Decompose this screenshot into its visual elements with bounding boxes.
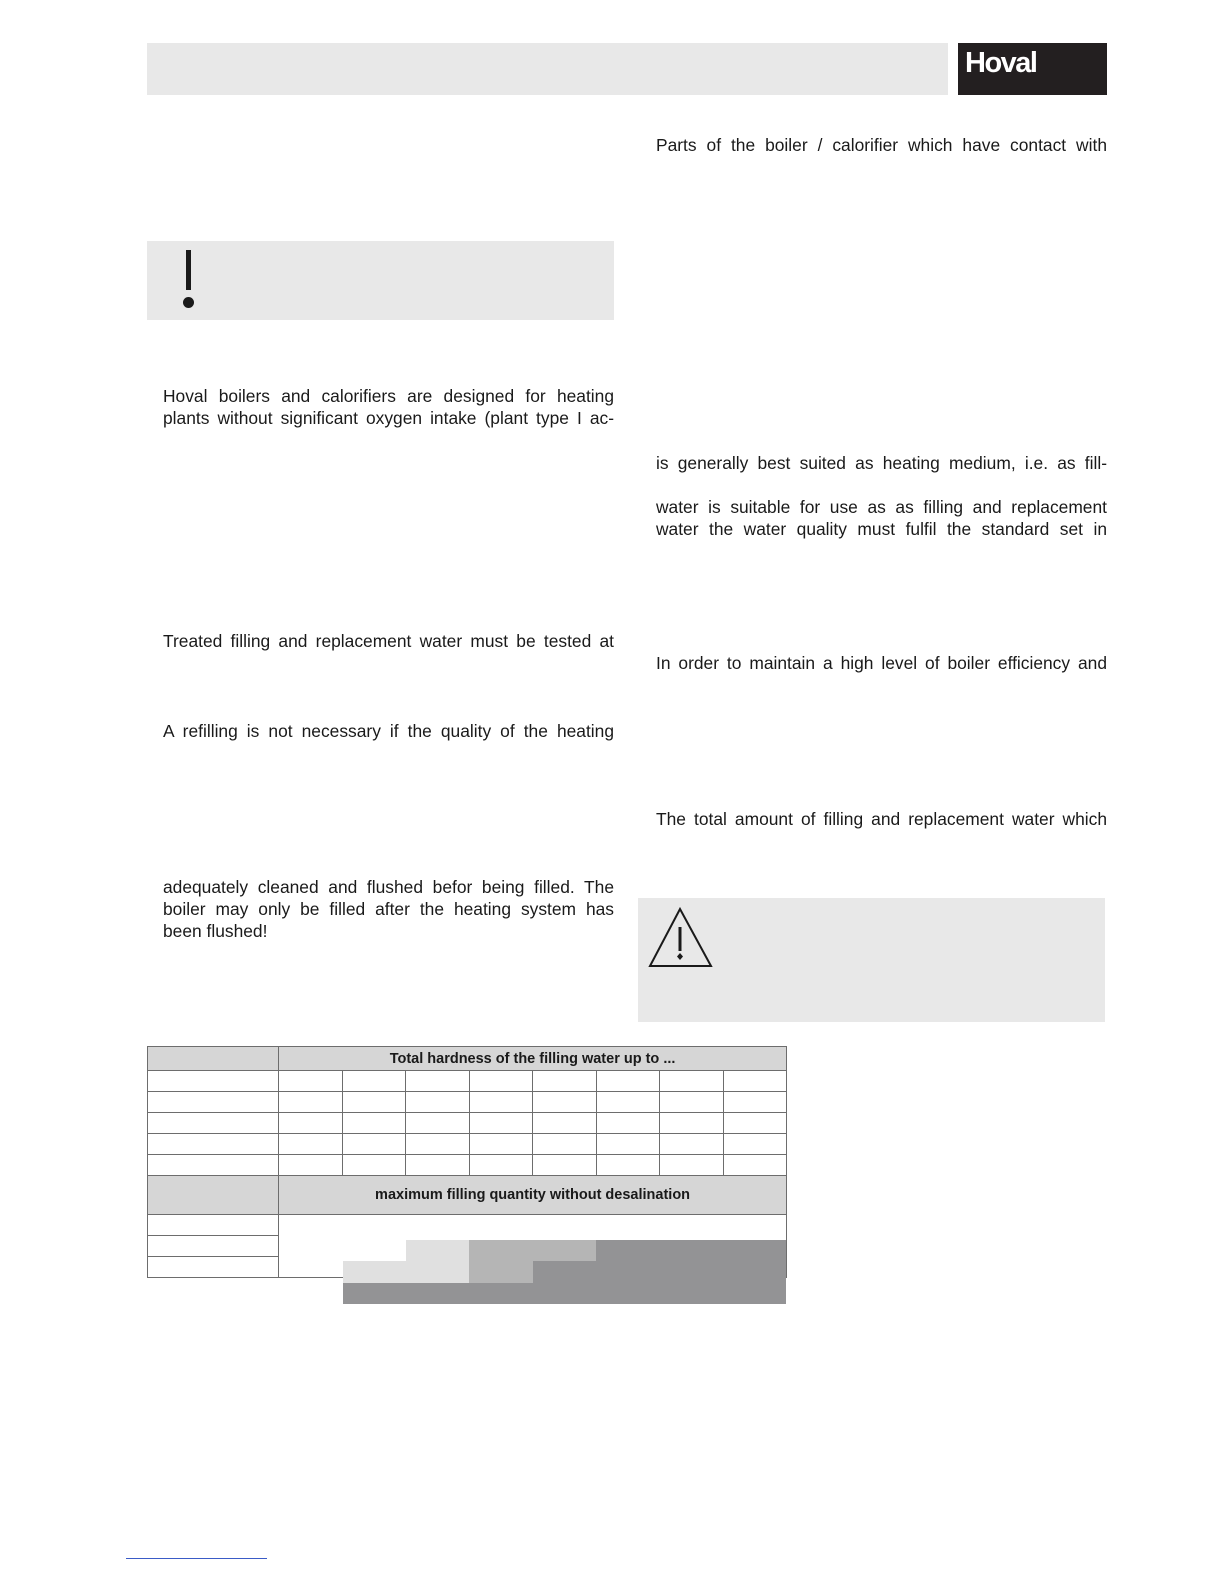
shade-cell xyxy=(406,1240,469,1261)
text-line: been flushed! xyxy=(163,921,268,941)
shade-cell xyxy=(469,1261,533,1283)
quantity-header: maximum filling quantity without desalination xyxy=(279,1176,787,1215)
table-row xyxy=(148,1134,787,1155)
table-row xyxy=(148,1071,787,1092)
paragraph-cleaned xyxy=(163,876,614,942)
paragraph-efficiency xyxy=(656,652,1107,674)
hoval-logo xyxy=(958,43,1107,95)
text-line: boiler may only be filled after the heating system has xyxy=(163,899,614,919)
table-row xyxy=(148,1113,787,1134)
text-line: adequately cleaned and flushed befor being filled. The xyxy=(163,877,614,897)
footer-line xyxy=(126,1558,267,1559)
text-line: plants without significant oxygen intake (plant type I ac- xyxy=(163,408,614,428)
table-corner-cell xyxy=(148,1047,279,1071)
shade-cell xyxy=(596,1240,786,1261)
table-corner-cell xyxy=(148,1176,279,1215)
paragraph-refilling xyxy=(163,720,614,742)
shade-cell xyxy=(343,1261,469,1283)
table-header-row xyxy=(148,1047,787,1071)
text-line: water the water quality must fulfil the standard set in xyxy=(656,519,1107,539)
paragraph-parts xyxy=(656,134,1107,156)
shade-cell xyxy=(469,1240,596,1261)
exclamation-dot-icon xyxy=(183,297,194,308)
hardness-header: Total hardness of the filling water up to ... xyxy=(279,1047,787,1071)
text-line: is generally best suited as heating medium, i.e. as fill- xyxy=(656,453,1107,473)
text-line: A refilling is not necessary if the quality of the heating xyxy=(163,721,614,741)
text-line: Hoval boilers and calorifiers are designed for heating xyxy=(163,386,614,406)
text-line: Treated filling and replacement water must be tested at xyxy=(163,631,614,651)
header-bar xyxy=(147,43,948,95)
logo-text: Hoval xyxy=(965,47,1037,79)
table-row xyxy=(148,1155,787,1176)
table-row xyxy=(148,1092,787,1113)
paragraph-tested xyxy=(163,630,614,652)
note-box xyxy=(147,241,614,320)
exclamation-icon xyxy=(186,250,191,290)
paragraph-total xyxy=(656,808,1107,830)
paragraph-medium xyxy=(656,452,1107,474)
warning-triangle-icon xyxy=(648,907,714,969)
filling-quantity-shading xyxy=(279,1240,786,1304)
text-line: In order to maintain a high level of boiler efficiency and xyxy=(656,653,1107,673)
table-header-row xyxy=(148,1176,787,1215)
text-line: The total amount of filling and replacement water which xyxy=(656,809,1107,829)
paragraph-oxygen xyxy=(163,385,614,429)
shade-cell xyxy=(533,1261,786,1283)
table-row xyxy=(148,1215,787,1236)
text-line: water is suitable for use as as filling and replacement xyxy=(656,497,1107,517)
text-line: Parts of the boiler / calorifier which have contact with xyxy=(656,135,1107,155)
paragraph-water xyxy=(656,496,1107,540)
shade-cell xyxy=(343,1283,786,1304)
